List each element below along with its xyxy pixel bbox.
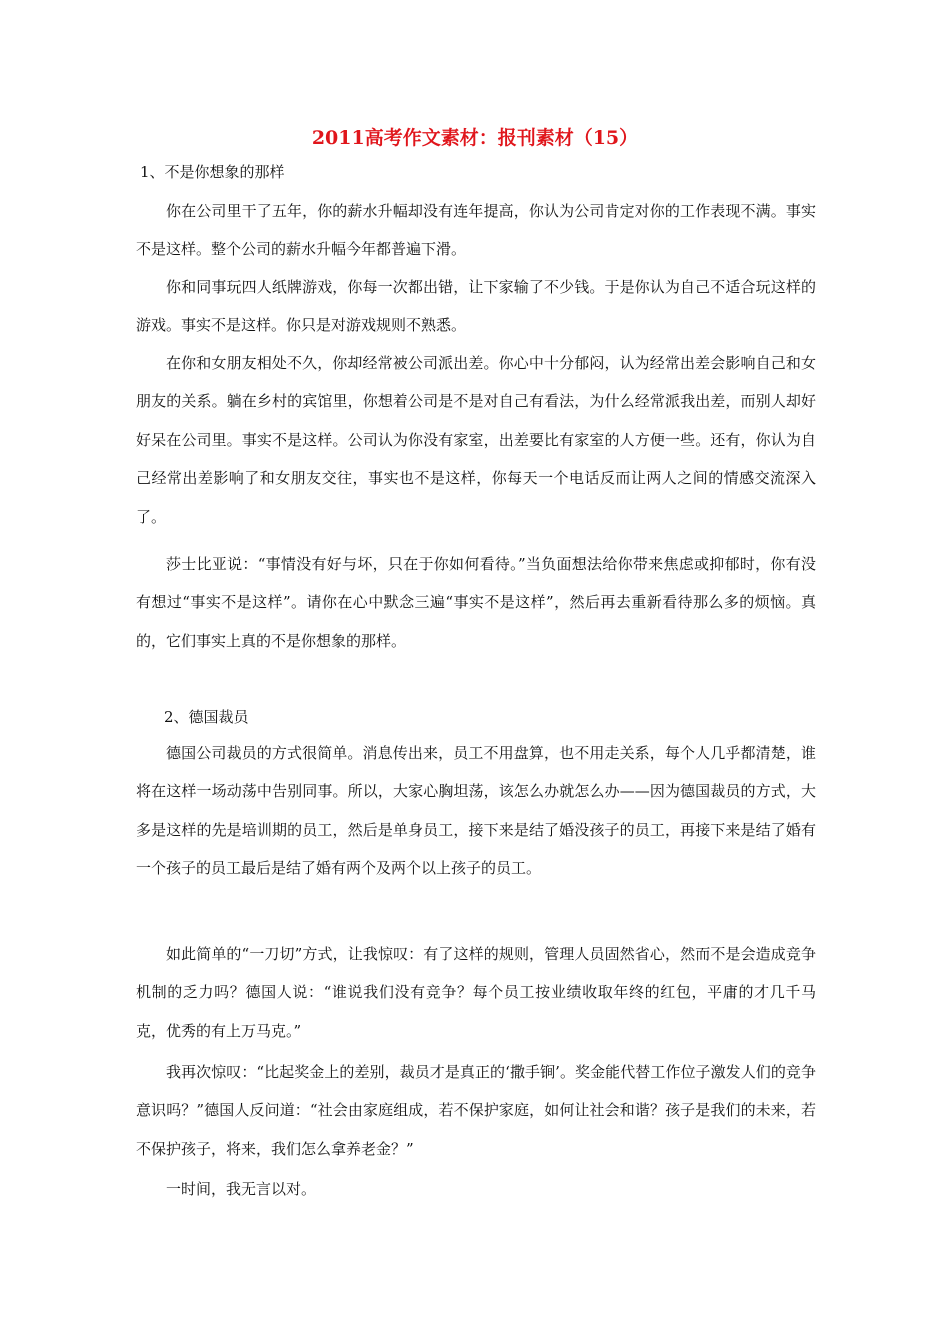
section-heading-1: 1、不是你想象的那样 [140,163,285,181]
paragraph: 一时间，我无言以对。 [166,1180,317,1198]
paragraph: 在你和女朋友相处不久，你却经常被公司派出差。你心中十分郁闷，认为经常出差会影响自己和女朋友的关系。躺在乡村的宾馆里，你想着公司是不是对自己有看法，为什么经常派我出差，而别人却好好呆在公司里。事实不是这样。公司认为你没有家室，出差要比有家室的人方便一些。还有，你认为自己经常出差影响了和女朋友交往，事实也不是这样，你每天一个电话反而让两人之间的情感交流深入了。 [136,354,816,526]
section-heading-2: 2、德国裁员 [164,708,249,726]
paragraph: 如此简单的“一刀切”方式，让我惊叹：有了这样的规则，管理人员固然省心，然而不是会造成竞争机制的乏力吗？德国人说：“谁说我们没有竞争？每个员工按业绩收取年终的红包，平庸的才几千马克，优秀的有上万马克。” [136,945,816,1040]
document-title: 2011高考作文素材：报刊素材（15） [311,127,639,149]
paragraph: 德国公司裁员的方式很简单。消息传出来，员工不用盘算，也不用走关系，每个人几乎都清楚，谁将在这样一场动荡中告别同事。所以，大家心胸坦荡，该怎么办就怎么办——因为德国裁员的方式，大多是这样的先是培训期的员工，然后是单身员工，接下来是结了婚没孩子的员工，再接下来是结了婚有一个孩子的员工最后是结了婚有两个及两个以上孩子的员工。 [136,744,816,878]
paragraph: 我再次惊叹：“比起奖金上的差别，裁员才是真正的‘撒手锏’。奖金能代替工作位子激发人们的竞争意识吗？”德国人反问道：“社会由家庭组成，若不保护家庭，如何让社会和谐？孩子是我们的未来，若不保护孩子，将来，我们怎么拿养老金？” [136,1063,816,1158]
paragraph: 你在公司里干了五年，你的薪水升幅却没有连年提高，你认为公司肯定对你的工作表现不满。事实不是这样。整个公司的薪水升幅今年都普遍下滑。 [136,202,816,259]
paragraph: 你和同事玩四人纸牌游戏，你每一次都出错，让下家输了不少钱。于是你认为自己不适合玩这样的游戏。事实不是这样。你只是对游戏规则不熟悉。 [136,278,816,335]
paragraph: 莎士比亚说：“事情没有好与坏，只在于你如何看待。”当负面想法给你带来焦虑或抑郁时，你有没有想过“事实不是这样”。请你在心中默念三遍“事实不是这样”，然后再去重新看待那么多的烦恼。真的，它们事实上真的不是你想象的那样。 [136,555,816,650]
